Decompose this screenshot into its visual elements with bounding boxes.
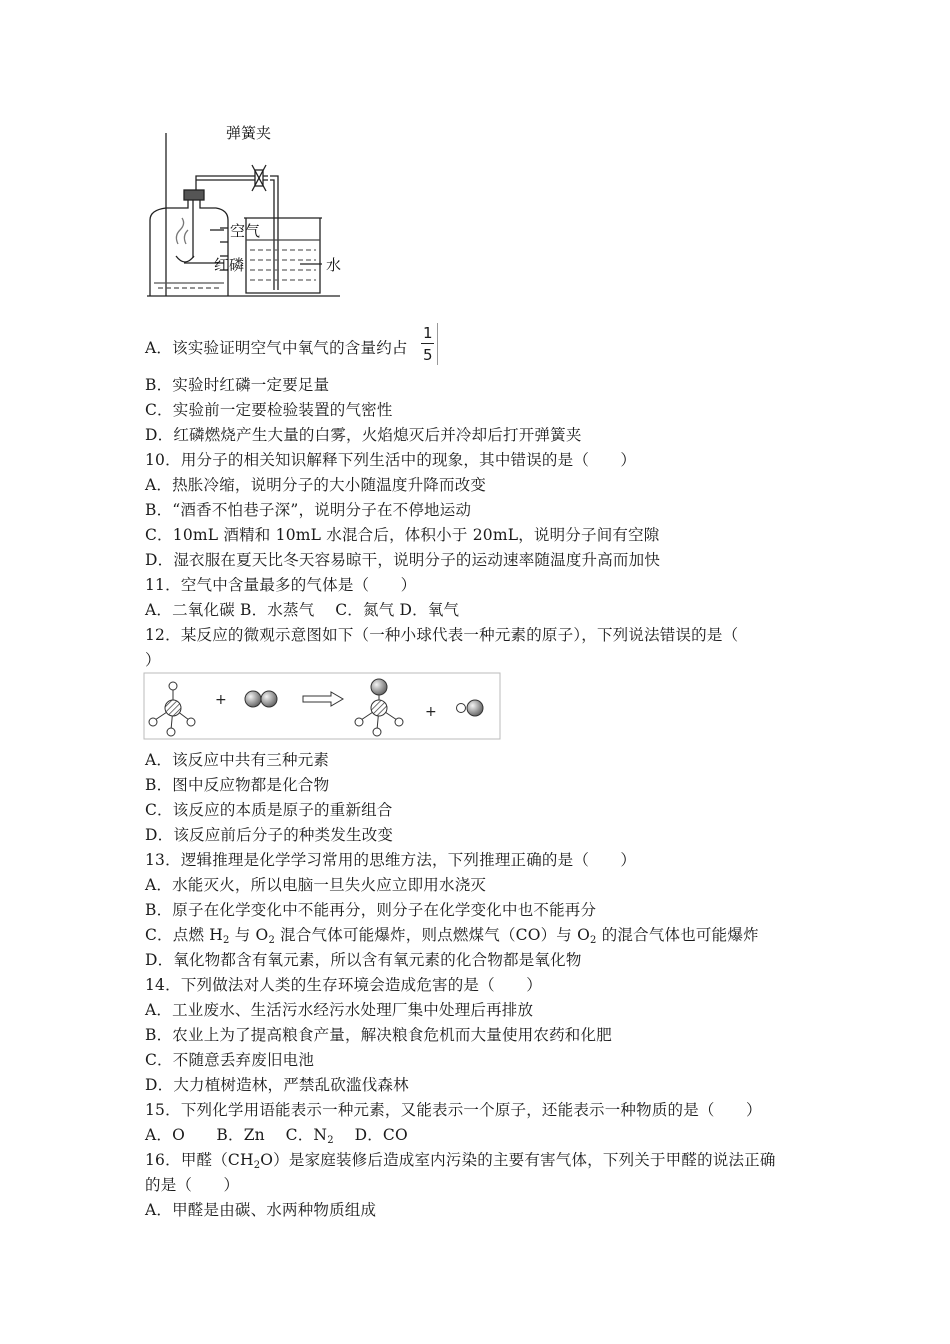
q14-option-c: C．不随意丢弃废旧电池 xyxy=(145,1051,315,1069)
q12-option-c: C．该反应的本质是原子的重新组合 xyxy=(145,801,393,819)
q10-option-b: B．“酒香不怕巷子深”，说明分子在不停地运动 xyxy=(145,501,472,519)
spoon xyxy=(176,256,194,262)
q16-stem-line1: 16．甲醛$(CH_2O)$是家庭装修后造成室内污染的主要有害气体，下列关于甲醛的说法正确 xyxy=(145,1151,776,1171)
q10-stem: 10．用分子的相关知识解释下列生活中的现象，其中错误的是（ ） xyxy=(145,451,637,469)
label-water: 水 xyxy=(326,256,342,274)
reaction-arrow xyxy=(303,692,343,706)
label-spring-clip: 弹簧夹 xyxy=(226,124,272,142)
diagram-frame xyxy=(144,673,500,739)
label-air: 空气 xyxy=(230,222,261,240)
q13-option-d: D．氧化物都含有氧元素，所以含有氧元素的化合物都是氧化物 xyxy=(145,951,582,969)
q14-option-d: D．大力植树造林，严禁乱砍滥伐森林 xyxy=(145,1076,409,1094)
q16-option-a: A．甲醛是由碳、水两种物质组成 xyxy=(145,1201,377,1219)
q14-option-b: B．农业上为了提高粮食产量，解决粮食危机而大量使用农药和化肥 xyxy=(145,1026,612,1044)
q12-option-a: A．该反应中共有三种元素 xyxy=(145,751,330,769)
q15-options: A．O B．Zn C．$N_2$ D．CO xyxy=(145,1126,408,1146)
q15-stem: 15．下列化学用语能表示一种元素，又能表示一个原子，还能表示一种物质的是（ ） xyxy=(145,1101,762,1119)
q10-option-c: C．10mL 酒精和 10mL 水混合后，体积小于 20mL，说明分子间有空隙 xyxy=(145,526,660,544)
apparatus-figure xyxy=(140,118,350,303)
q9-option-b: B．实验时红磷一定要足量 xyxy=(145,376,330,394)
q9-option-c: C．实验前一定要检验装置的气密性 xyxy=(145,401,393,419)
q12-option-d: D．该反应前后分子的种类发生改变 xyxy=(145,826,394,844)
product-molecule-2 xyxy=(457,700,484,716)
q16-stem-line2: 的是（ ） xyxy=(145,1176,240,1194)
q14-option-a: A．工业废水、生活污水经污水处理厂集中处理后再排放 xyxy=(145,1001,534,1019)
q14-stem: 14．下列做法对人类的生存环境会造成危害的是（ ） xyxy=(145,976,542,994)
q13-option-c: C．点燃 $H_2$ 与 $O_2$ 混合气体可能爆炸，则点燃煤气（CO）与 $O_2$ 的混合气体也可能爆炸 xyxy=(145,926,759,946)
q12-option-b: B．图中反应物都是化合物 xyxy=(145,776,330,794)
q9-option-a: A．该实验证明空气中氧气的含量约占 xyxy=(145,339,408,357)
label-red-phosphorus: 红磷 xyxy=(214,256,245,274)
fraction-rule xyxy=(437,323,438,365)
product-molecule-1 xyxy=(355,679,403,736)
q10-option-a: A．热胀冷缩，说明分子的大小随温度升降而改变 xyxy=(145,476,487,494)
fraction-numerator: 1 xyxy=(423,324,433,342)
reaction-diagram xyxy=(143,672,501,740)
fraction-denominator: 5 xyxy=(423,346,433,364)
plus-sign-1: + xyxy=(215,692,227,708)
q13-option-b: B．原子在化学变化中不能再分，则分子在化学变化中也不能再分 xyxy=(145,901,597,919)
q12-stem-line1: 12．某反应的微观示意图如下（一种小球代表一种元素的原子），下列说法错误的是（ xyxy=(145,626,739,644)
q13-stem: 13．逻辑推理是化学学习常用的思维方法，下列推理正确的是（ ） xyxy=(145,851,637,869)
q11-options: A．二氧化碳 B．水蒸气 C．氮气 D．氧气 xyxy=(145,601,460,619)
stopper xyxy=(184,190,204,200)
q13-option-a: A．水能灭火，所以电脑一旦失火应立即用水浇灭 xyxy=(145,876,487,894)
fraction-bar xyxy=(421,343,434,344)
reactant-molecule-2 xyxy=(245,691,277,707)
fraction-one-fifth xyxy=(420,322,438,366)
reactant-molecule-1 xyxy=(149,682,195,736)
q12-stem-line2: ） xyxy=(145,651,161,669)
plus-sign-2: + xyxy=(425,704,437,720)
bottle xyxy=(150,198,228,296)
q11-stem: 11．空气中含量最多的气体是（ ） xyxy=(145,576,417,594)
q9-option-d: D．红磷燃烧产生大量的白雾，火焰熄灭后并冷却后打开弹簧夹 xyxy=(145,426,582,444)
q10-option-d: D．湿衣服在夏天比冬天容易晾干，说明分子的运动速率随温度升高而加快 xyxy=(145,551,661,569)
